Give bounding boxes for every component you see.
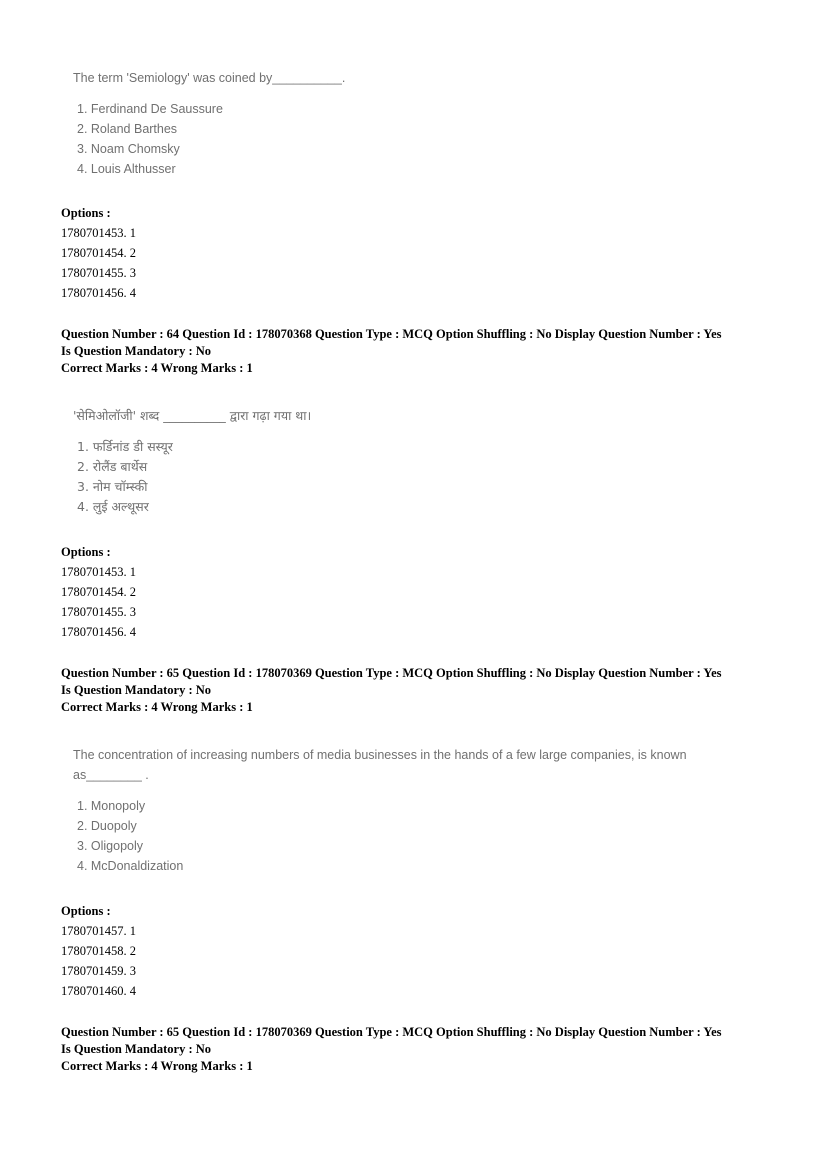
question-mandatory-line: Is Question Mandatory : No xyxy=(61,344,212,358)
option-id: 1780701456. 4 xyxy=(61,625,136,639)
question-meta xyxy=(61,665,781,716)
question-image-semiology-hi xyxy=(73,406,311,517)
options-block xyxy=(61,901,136,1001)
question-meta xyxy=(61,326,781,377)
answer-choice: 3. Oligopoly xyxy=(77,839,144,853)
question-mandatory-line: Is Question Mandatory : No xyxy=(61,683,212,697)
option-id: 1780701453. 1 xyxy=(61,226,136,240)
marks-line: Correct Marks : 4 Wrong Marks : 1 xyxy=(61,361,253,375)
answer-choice-list xyxy=(73,99,345,179)
marks-line: Correct Marks : 4 Wrong Marks : 1 xyxy=(61,700,253,714)
option-id: 1780701456. 4 xyxy=(61,286,136,300)
question-mandatory-line: Is Question Mandatory : No xyxy=(61,1042,212,1056)
question-meta xyxy=(61,1024,781,1075)
options-header: Options : xyxy=(61,545,111,559)
option-id: 1780701460. 4 xyxy=(61,984,136,998)
answer-choice: 2. Roland Barthes xyxy=(77,122,178,136)
option-id: 1780701457. 1 xyxy=(61,924,136,938)
answer-choice: 1. Monopoly xyxy=(77,799,146,813)
option-id: 1780701453. 1 xyxy=(61,565,136,579)
option-id: 1780701455. 3 xyxy=(61,266,136,280)
marks-line: Correct Marks : 4 Wrong Marks : 1 xyxy=(61,1059,253,1073)
question-stem: The concentration of increasing numbers of media businesses in the hands of a few large companies, is known as________ . xyxy=(73,748,687,782)
answer-choice: 1. Ferdinand De Saussure xyxy=(77,102,223,116)
option-id: 1780701459. 3 xyxy=(61,964,136,978)
answer-choice: 3. नोम चॉम्स्की xyxy=(77,479,148,494)
option-id: 1780701454. 2 xyxy=(61,246,136,260)
option-id: 1780701455. 3 xyxy=(61,605,136,619)
answer-choice: 4. Louis Althusser xyxy=(77,162,176,176)
question-image-semiology-en xyxy=(73,68,345,179)
question-image-media-concentration xyxy=(73,745,733,876)
answer-choice: 1. फर्डिनांड डी सस्यूर xyxy=(77,439,173,454)
answer-choice: 3. Noam Chomsky xyxy=(77,142,180,156)
answer-choice: 4. लुई अल्थूसर xyxy=(77,499,149,514)
question-meta-line: Question Number : 65 Question Id : 178070369 Question Type : MCQ Option Shuffling : No Display Question Number : Yes xyxy=(61,666,722,680)
question-stem: The term 'Semiology' was coined by__________. xyxy=(73,71,346,85)
option-id: 1780701454. 2 xyxy=(61,585,136,599)
answer-choice-list xyxy=(73,437,311,517)
options-block xyxy=(61,542,136,642)
question-meta-line: Question Number : 64 Question Id : 178070368 Question Type : MCQ Option Shuffling : No Display Question Number : Yes xyxy=(61,327,722,341)
answer-choice: 2. Duopoly xyxy=(77,819,137,833)
answer-choice: 2. रोलैंड बार्थेस xyxy=(77,459,148,474)
options-header: Options : xyxy=(61,206,111,220)
answer-choice-list xyxy=(73,796,733,876)
question-stem: 'सेमिओलॉजी' शब्द __________ द्वारा गढ़ा गया था। xyxy=(73,408,312,423)
options-header: Options : xyxy=(61,904,111,918)
answer-choice: 4. McDonaldization xyxy=(77,859,184,873)
options-block xyxy=(61,203,136,303)
option-id: 1780701458. 2 xyxy=(61,944,136,958)
question-meta-line: Question Number : 65 Question Id : 178070369 Question Type : MCQ Option Shuffling : No Display Question Number : Yes xyxy=(61,1025,722,1039)
